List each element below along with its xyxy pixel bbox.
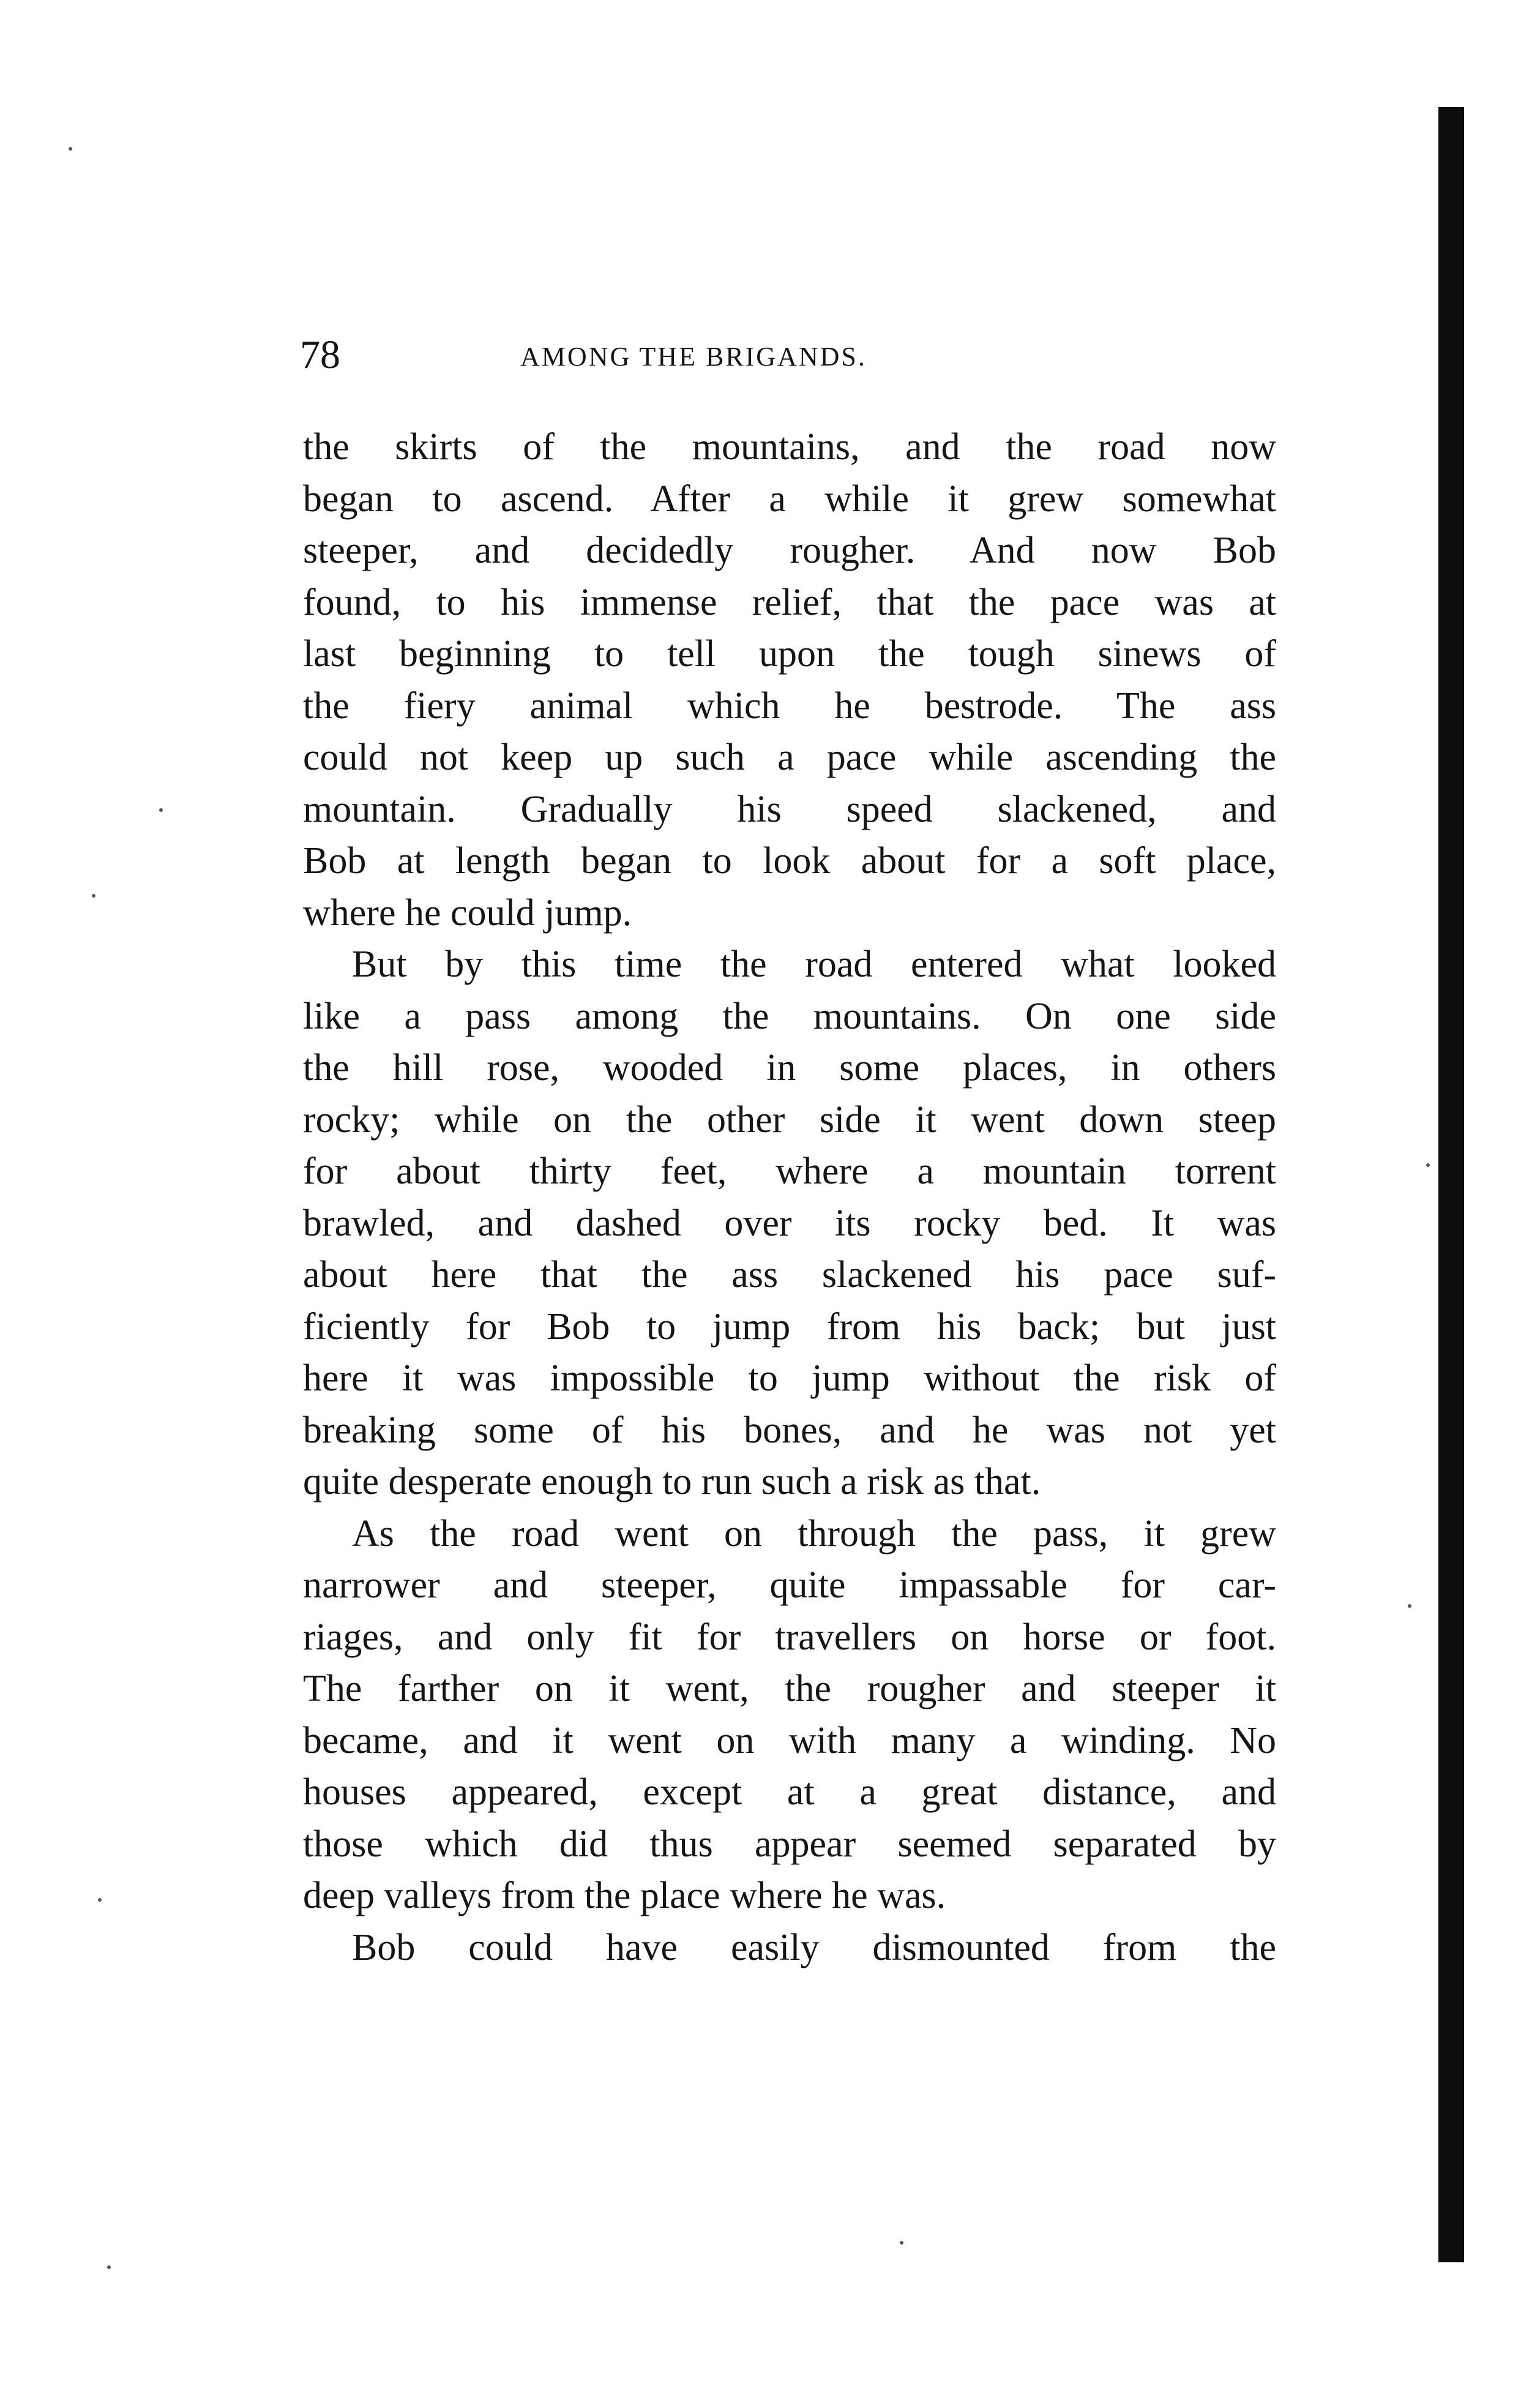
text-line: quite desperate enough to run such a risk as that. (303, 1461, 1041, 1503)
text-line: began to ascend. After a while it grew somewhat (303, 478, 1276, 520)
text-line: the hill rose, wooded in some places, in others (303, 1047, 1276, 1089)
text-line: As the road went on through the pass, it grew (352, 1512, 1276, 1555)
text-line: rocky; while on the other side it went down steep (303, 1098, 1276, 1141)
text-line: Bob at length began to look about for a soft place, (303, 840, 1276, 882)
text-line: houses appeared, except at a great distance, and (303, 1771, 1276, 1813)
running-head: AMONG THE BRIGANDS. (520, 342, 867, 372)
page-number: 78 (300, 332, 340, 377)
text-line: But by this time the road entered what looked (352, 944, 1276, 985)
scan-speck (900, 2241, 903, 2245)
text-line: for about thirty feet, where a mountain torrent (303, 1150, 1276, 1192)
text-line: The farther on it went, the rougher and steeper it (303, 1668, 1276, 1709)
text-line: brawled, and dashed over its rocky bed. It was (303, 1202, 1276, 1244)
text-line: ficiently for Bob to jump from his back; but just (303, 1305, 1276, 1348)
text-line: could not keep up such a pace while ascending the (303, 737, 1276, 778)
text-line: steeper, and decidedly rougher. And now Bob (303, 530, 1276, 571)
scan-speck (98, 1898, 102, 1902)
scan-speck (92, 894, 95, 898)
scan-speck (159, 808, 163, 812)
text-line: where he could jump. (303, 891, 632, 934)
text-line: deep valleys from the place where he was. (303, 1875, 946, 1916)
binding-shadow (1438, 107, 1464, 2262)
text-line: riages, and only fit for travellers on horse or foot. (303, 1616, 1276, 1658)
text-line: the fiery animal which he bestrode. The ass (303, 685, 1276, 727)
text-line: became, and it went on with many a winding. No (303, 1719, 1276, 1761)
scan-speck (69, 147, 72, 151)
scan-speck (1426, 1163, 1430, 1167)
text-line: here it was impossible to jump without the risk of (303, 1357, 1276, 1399)
text-line: those which did thus appear seemed separated by (303, 1823, 1276, 1865)
page-header (300, 331, 1291, 380)
text-line: like a pass among the mountains. On one side (303, 995, 1276, 1037)
body-text (303, 421, 1276, 1973)
text-line: Bob could have easily dismounted from the (352, 1926, 1276, 1968)
text-line: found, to his immense relief, that the pace was at (303, 581, 1276, 623)
text-line: last beginning to tell upon the tough sinews of (303, 633, 1276, 675)
text-line: breaking some of his bones, and he was not yet (303, 1409, 1276, 1451)
text-line: narrower and steeper, quite impassable for car- (303, 1564, 1276, 1606)
text-line: mountain. Gradually his speed slackened, and (303, 788, 1276, 830)
scan-speck (1408, 1604, 1411, 1608)
text-line: the skirts of the mountains, and the road now (303, 426, 1276, 468)
scan-speck (107, 2265, 111, 2269)
text-line: about here that the ass slackened his pace suf- (303, 1254, 1276, 1296)
